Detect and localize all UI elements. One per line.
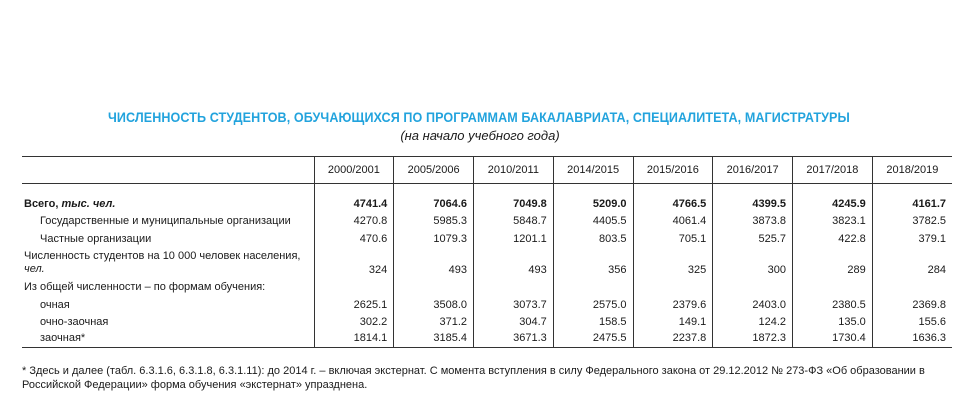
table-cell: 1814.1 bbox=[314, 328, 394, 348]
table-row-state bbox=[22, 210, 952, 228]
table-header-row bbox=[22, 157, 952, 184]
table-cell: 325 bbox=[633, 245, 713, 276]
table-cell: 7064.6 bbox=[394, 192, 474, 210]
page-title: ЧИСЛЕННОСТЬ СТУДЕНТОВ, ОБУЧАЮЩИХСЯ ПО ПРОГРАММАМ БАКАЛАВРИАТА, СПЕЦИАЛИТЕТА, МАГИСТРАТУРЫ bbox=[107, 110, 850, 125]
table-row-per10k bbox=[22, 245, 952, 276]
table-cell: 3073.7 bbox=[474, 293, 554, 311]
table-row-parttime bbox=[22, 311, 952, 329]
row-label: Из общей численности – по формам обучения: bbox=[24, 281, 266, 293]
table-cell: 302.2 bbox=[314, 311, 394, 329]
table-row-private bbox=[22, 227, 952, 245]
table-cell: 493 bbox=[474, 245, 554, 276]
table-cell: 4161.7 bbox=[872, 192, 952, 210]
column-header: 2015/2016 bbox=[633, 157, 713, 184]
row-label: Численность студентов на 10 000 человек населения, чел. bbox=[24, 249, 301, 275]
table-cell: 470.6 bbox=[314, 227, 394, 245]
table-cell: 4270.8 bbox=[314, 210, 394, 228]
table-cell: 422.8 bbox=[793, 227, 873, 245]
table-row-total bbox=[22, 192, 952, 210]
table-cell: 2369.8 bbox=[872, 293, 952, 311]
table-cell: 2379.6 bbox=[633, 293, 713, 311]
table-cell: 135.0 bbox=[793, 311, 873, 329]
row-label: Всего, тыс. чел. bbox=[24, 197, 116, 210]
table-cell: 5985.3 bbox=[394, 210, 474, 228]
row-label: Частные организации bbox=[40, 232, 152, 245]
page-subtitle: (на начало учебного года) bbox=[400, 128, 560, 143]
row-label: очная bbox=[40, 298, 70, 311]
table-cell: 2575.0 bbox=[553, 293, 633, 311]
table-cell: 525.7 bbox=[713, 227, 793, 245]
table-cell: 2380.5 bbox=[793, 293, 873, 311]
table-cell: 324 bbox=[314, 245, 394, 276]
table-cell: 1636.3 bbox=[872, 328, 952, 348]
spacer-row bbox=[22, 184, 952, 193]
column-header: 2005/2006 bbox=[394, 157, 474, 184]
table-cell: 2625.1 bbox=[314, 293, 394, 311]
table-cell: 1201.1 bbox=[474, 227, 554, 245]
table-cell: 3823.1 bbox=[793, 210, 873, 228]
table-cell: 803.5 bbox=[553, 227, 633, 245]
table-cell: 3671.3 bbox=[474, 328, 554, 348]
column-header: 2014/2015 bbox=[553, 157, 633, 184]
students-table bbox=[22, 156, 952, 348]
table-cell: 3185.4 bbox=[394, 328, 474, 348]
table-cell: 4741.4 bbox=[314, 192, 394, 210]
table-cell: 4766.5 bbox=[633, 192, 713, 210]
table-cell: 1730.4 bbox=[793, 328, 873, 348]
table-cell: 124.2 bbox=[713, 311, 793, 329]
table-cell: 371.2 bbox=[394, 311, 474, 329]
column-header: 2000/2001 bbox=[314, 157, 394, 184]
column-header: 2018/2019 bbox=[872, 157, 952, 184]
table-cell: 4061.4 bbox=[633, 210, 713, 228]
header-empty-cell bbox=[22, 157, 314, 184]
table-cell: 4399.5 bbox=[713, 192, 793, 210]
column-header: 2016/2017 bbox=[713, 157, 793, 184]
column-header: 2017/2018 bbox=[793, 157, 873, 184]
table-cell: 155.6 bbox=[872, 311, 952, 329]
table-cell: 5848.7 bbox=[474, 210, 554, 228]
table-cell: 2475.5 bbox=[553, 328, 633, 348]
table-cell: 705.1 bbox=[633, 227, 713, 245]
table-cell: 2237.8 bbox=[633, 328, 713, 348]
table-cell: 356 bbox=[553, 245, 633, 276]
table-cell: 158.5 bbox=[553, 311, 633, 329]
row-label: Государственные и муниципальные организации bbox=[40, 215, 291, 227]
footnote: * Здесь и далее (табл. 6.3.1.6, 6.3.1.8, 6.3.1.11): до 2014 г. – включая экстернат. С момента вступления в силу Федерального закона от 29.12.2012 № 273-ФЗ «Об образовании в Российской Федерации» форма обучения «экстернат» упразднена. bbox=[22, 365, 925, 391]
table-row-extramural bbox=[22, 328, 952, 348]
table-cell: 300 bbox=[713, 245, 793, 276]
table-cell: 3873.8 bbox=[713, 210, 793, 228]
table-cell: 5209.0 bbox=[553, 192, 633, 210]
table-cell: 1079.3 bbox=[394, 227, 474, 245]
table-cell: 3782.5 bbox=[872, 210, 952, 228]
row-label: заочная* bbox=[22, 328, 314, 348]
table-cell: 284 bbox=[872, 245, 952, 276]
table-cell: 493 bbox=[394, 245, 474, 276]
table-cell: 7049.8 bbox=[474, 192, 554, 210]
table-cell: 4245.9 bbox=[793, 192, 873, 210]
table-cell: 149.1 bbox=[633, 311, 713, 329]
table-row-forms-header bbox=[22, 276, 952, 294]
table-cell: 304.7 bbox=[474, 311, 554, 329]
table-cell: 4405.5 bbox=[553, 210, 633, 228]
table-row-fulltime bbox=[22, 293, 952, 311]
row-label: очно-заочная bbox=[40, 316, 109, 328]
column-header: 2010/2011 bbox=[474, 157, 554, 184]
table-cell: 3508.0 bbox=[394, 293, 474, 311]
table-cell: 379.1 bbox=[872, 227, 952, 245]
table-cell: 1872.3 bbox=[713, 328, 793, 348]
table-cell: 289 bbox=[793, 245, 873, 276]
table-cell: 2403.0 bbox=[713, 293, 793, 311]
